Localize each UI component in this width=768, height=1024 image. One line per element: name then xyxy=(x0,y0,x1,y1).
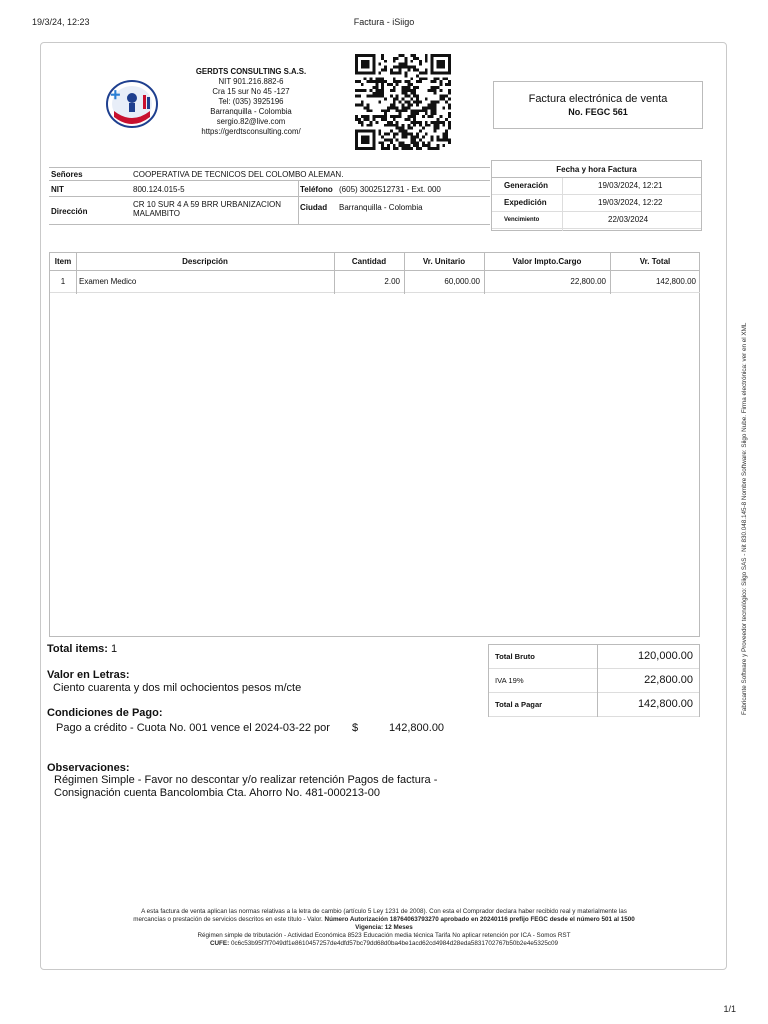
client-name: COOPERATIVA DE TECNICOS DEL COLOMBO ALEMAN. xyxy=(133,170,344,179)
totals-label: Total a Pagar xyxy=(495,700,543,709)
letters-value: Ciento cuarenta y dos mil ochocientos pesos m/cte xyxy=(53,682,302,694)
invoice-title-box xyxy=(493,81,703,129)
totals-value: 120,000.00 xyxy=(637,650,693,662)
col-divider xyxy=(610,253,611,294)
totals-label: Total Bruto xyxy=(495,652,535,661)
payment-currency: $ xyxy=(352,722,359,734)
client-address-line2: MALAMBITO xyxy=(133,209,180,218)
totals-divider xyxy=(597,645,598,717)
company-info xyxy=(181,67,321,137)
invoice-number: No. FEGC 561 xyxy=(568,107,628,117)
totals-value: 142,800.00 xyxy=(637,698,693,710)
client-city-label: Ciudad xyxy=(300,203,328,212)
legal-regime: Régimen simple de tributación - Actividad Económica 8523 Educación media técnica Tarifa No aplicar retención por ICA - Somos RST xyxy=(197,932,571,939)
row-quantity: 2.00 xyxy=(334,271,404,293)
totals-row xyxy=(489,645,699,669)
client-nit-label: NIT xyxy=(51,185,64,194)
invoice-dates xyxy=(491,160,702,231)
company-city: Barranquilla - Colombia xyxy=(210,107,292,116)
client-divider xyxy=(298,180,299,225)
client-nit: 800.124.015-5 xyxy=(133,185,185,194)
col-header-item: Item xyxy=(50,253,76,271)
totals-row xyxy=(489,693,699,717)
legal-line2-plain: mercancías o prestación de servicios descritos en este título - Valor. xyxy=(133,916,323,923)
print-datetime: 19/3/24, 12:23 xyxy=(32,17,90,27)
col-header-quantity: Cantidad xyxy=(334,253,404,271)
company-logo xyxy=(105,79,159,129)
cufe-label: CUFE: xyxy=(209,940,230,947)
totals-table xyxy=(488,644,700,717)
client-address xyxy=(133,200,281,218)
col-header-total: Vr. Total xyxy=(610,253,700,271)
qr-code xyxy=(355,53,451,151)
legal-line1: A esta factura de venta aplican las normas relativas a la letra de cambio (artículo 5 Ley 1231 de 2008). Con esta el Comprador declara haber recibido real y materialmente las xyxy=(141,908,627,915)
row-unit-price: 60,000.00 xyxy=(404,271,484,293)
company-address: Cra 15 sur No 45 -127 xyxy=(212,87,290,96)
company-name: GERDTS CONSULTING S.A.S. xyxy=(195,67,307,76)
items-table xyxy=(49,252,700,637)
date-label: Generación xyxy=(504,181,549,190)
col-divider xyxy=(334,253,335,294)
date-row xyxy=(492,212,701,229)
total-items-value: 1 xyxy=(110,643,118,655)
company-nit: NIT 901.216.882-6 xyxy=(218,77,284,86)
client-phone-label: Teléfono xyxy=(300,185,333,194)
totals-label: IVA 19% xyxy=(495,676,524,685)
legal-footer xyxy=(60,908,708,948)
client-city: Barranquilla - Colombia xyxy=(339,203,423,212)
observations-line1: Régimen Simple - Favor no descontar y/o realizar retención Pagos de factura - xyxy=(54,774,438,786)
row-description: Examen Medico xyxy=(76,271,334,293)
col-header-description: Descripción xyxy=(76,253,334,271)
invoice-title: Factura electrónica de venta xyxy=(528,93,668,105)
date-value: 19/03/2024, 12:21 xyxy=(598,181,663,190)
company-phone: Tel: (035) 3925196 xyxy=(218,97,284,106)
total-items-label: Total items: xyxy=(47,643,108,655)
total-items xyxy=(47,643,117,655)
payment-amount: 142,800.00 xyxy=(389,722,445,734)
observations-label: Observaciones: xyxy=(47,762,130,774)
legal-line2 xyxy=(60,916,708,924)
col-divider xyxy=(76,253,77,294)
payment-label: Condiciones de Pago: xyxy=(47,707,163,719)
date-value: 22/03/2024 xyxy=(608,215,649,224)
dates-header: Fecha y hora Factura xyxy=(492,161,701,178)
page-number: 1/1 xyxy=(723,1004,736,1014)
letters-label: Valor en Letras: xyxy=(47,669,130,681)
col-header-tax: Valor Impto.Cargo xyxy=(484,253,610,271)
company-email: sergio.82@live.com xyxy=(216,117,286,126)
payment-value: Pago a crédito - Cuota No. 001 vence el 2024-03-22 por xyxy=(56,722,330,734)
client-name-label: Señores xyxy=(51,170,83,179)
client-row-address xyxy=(49,196,490,225)
row-total: 142,800.00 xyxy=(610,271,700,293)
legal-validity: Vigencia: 12 Meses xyxy=(355,924,413,931)
date-row xyxy=(492,195,701,212)
invoice-sheet xyxy=(40,42,727,970)
date-row xyxy=(492,178,701,195)
row-item: 1 xyxy=(50,271,76,293)
client-row-nit xyxy=(49,180,490,196)
legal-cufe xyxy=(60,940,708,948)
totals-row xyxy=(489,669,699,693)
col-divider xyxy=(484,253,485,294)
legal-authorization: Número Autorización 18764063793270 aprobado en 20240116 prefijo FEGC desde el número 501 al 1500 xyxy=(324,916,635,923)
client-address-label: Dirección xyxy=(51,207,88,216)
observations-line2: Consignación cuenta Bancolombia Cta. Ahorro No. 481-000213-00 xyxy=(54,787,380,799)
date-value: 19/03/2024, 12:22 xyxy=(598,198,663,207)
dates-divider xyxy=(562,178,563,231)
software-provider-note: Fabricante Software y Proveedor tecnológico: Siigo SAS - Nit 830.048.145-8 Nombre Software: Siigo Nube. Firma electrónica: ver en el XML xyxy=(741,322,748,715)
client-row-name xyxy=(49,167,490,180)
print-title: Factura - iSiigo xyxy=(353,17,415,27)
date-label: Expedición xyxy=(504,198,547,207)
totals-value: 22,800.00 xyxy=(644,674,693,686)
client-info xyxy=(49,167,490,225)
client-phone: (605) 3002512731 - Ext. 000 xyxy=(339,185,441,194)
col-divider xyxy=(404,253,405,294)
row-tax: 22,800.00 xyxy=(484,271,610,293)
cufe-value: 0c6c53b95f7f7049df1e8610457257de4dfd57bc79dd68d0ba4be1acd62cd4984d28eda5831702767b50b2e4e5325c09 xyxy=(230,940,559,947)
client-address-line1: CR 10 SUR 4 A 59 BRR URBANIZACION xyxy=(133,200,282,209)
date-label: Vencimiento xyxy=(504,217,540,223)
col-header-unit-price: Vr. Unitario xyxy=(404,253,484,271)
company-web: https://gerdtsconsulting.com/ xyxy=(201,127,301,136)
